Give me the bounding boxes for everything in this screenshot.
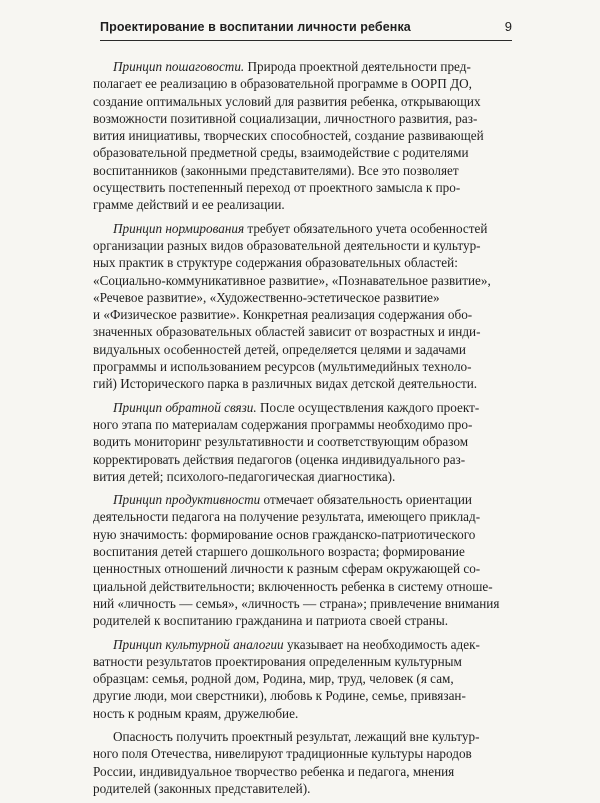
text-line: [93, 358, 515, 375]
line-text: образовательной предметной среды, взаимодействие с родителями: [93, 145, 469, 161]
text-line: [93, 451, 515, 468]
line-text: России, индивидуальное творчество ребенка и педагога, мнения: [93, 763, 455, 779]
text-line: [93, 399, 515, 416]
text-line: [93, 110, 515, 127]
line-text: организации разных видов образовательной деятельности и культур-: [93, 237, 481, 253]
text-line: [93, 416, 515, 433]
line-text: ного поля Отечества, нивелируют традиционные культуры народов: [93, 746, 472, 762]
line-text: программы и использованием ресурсов (мультимедийных техноло-: [93, 359, 472, 375]
line-text: циальной действительности; включенность ребенка в систему отноше-: [93, 578, 493, 594]
text-line: [93, 578, 515, 595]
text-line: [93, 433, 515, 450]
line-text: значенных образовательных областей зависит от возрастных и инди-: [93, 324, 481, 340]
text-line: [93, 612, 515, 629]
line-text: родителей (законных представителей).: [93, 780, 311, 796]
line-text: грамме действий и ее реализации.: [93, 197, 285, 213]
paragraph: [93, 399, 515, 485]
line-text: После осуществления каждого проект-: [256, 399, 480, 415]
line-text: и «Физическое развитие». Конкретная реализация содержания обо-: [93, 307, 473, 323]
principle-lead: Принцип продуктивности: [113, 492, 261, 508]
text-line: [93, 306, 515, 323]
running-header: [100, 20, 512, 41]
paragraph: [93, 491, 515, 629]
line-text: Опасность получить проектный результат, лежащий вне культур-: [113, 728, 480, 744]
principle-lead: Принцип пошаговости.: [113, 59, 245, 74]
paragraph: [93, 728, 515, 797]
text-line: [93, 179, 515, 196]
line-text: «Социально-коммуникативное развитие», «Познавательное развитие»,: [93, 272, 491, 288]
text-line: [93, 272, 515, 289]
paragraph: [93, 58, 515, 214]
line-text: вития детей; психолого-педагогическая диагностика).: [93, 468, 396, 484]
line-text: вития инициативы, творческих способностей, создание развивающей: [93, 128, 484, 144]
text-line: [93, 162, 515, 179]
text-line: [93, 375, 515, 392]
line-text: ную значимость: формирование основ гражданско-патриотического: [93, 526, 476, 542]
paragraph: [93, 220, 515, 393]
body-text: [93, 58, 515, 803]
line-text: ватности результатов проектирования определенным культурным: [93, 653, 462, 669]
text-line: [93, 670, 515, 687]
line-text: «Речевое развитие», «Художественно-эстетическое развитие»: [93, 289, 440, 305]
text-line: [93, 491, 515, 508]
principle-lead: Принцип нормирования: [113, 220, 245, 236]
text-line: [93, 595, 515, 612]
text-line: [93, 508, 515, 525]
line-text: создание оптимальных условий для развития ребенка, открывающих: [93, 93, 481, 109]
text-line: [93, 728, 515, 745]
line-text: ных практик в структуре содержания образовательных областей:: [93, 255, 458, 271]
line-text: видуальных особенностей детей, определяется целями и задачами: [93, 341, 466, 357]
line-text: ность к родным краям, дружелюбие.: [93, 705, 299, 721]
text-line: [93, 705, 515, 722]
line-text: полагает ее реализацию в образовательной программе в ООРП ДО,: [93, 76, 472, 92]
text-line: [93, 745, 515, 762]
text-line: [93, 636, 515, 653]
text-line: [93, 254, 515, 271]
line-text: водить мониторинг результативности и соответствующим образом: [93, 434, 469, 450]
text-line: [93, 560, 515, 577]
line-text: возможности позитивной социализации, личностного развития, раз-: [93, 110, 478, 126]
principle-lead: Принцип культурной аналогии: [113, 636, 284, 652]
line-text: гий) Исторического парка в различных видах детской деятельности.: [93, 376, 478, 392]
header-title: Проектирование в воспитании личности ребенка: [100, 20, 411, 34]
text-line: [93, 526, 515, 543]
line-text: образцам: семья, родной дом, Родина, мир, труд, человек (я сам,: [93, 671, 454, 687]
line-text: корректировать действия педагогов (оценка индивидуального раз-: [93, 451, 466, 467]
line-text: ного этапа по материалам содержания программы необходимо про-: [93, 416, 473, 432]
text-line: [93, 780, 515, 797]
text-line: [93, 237, 515, 254]
line-text: другие люди, мои сверстники), любовь к Родине, семье, привязан-: [93, 688, 466, 704]
text-line: [93, 543, 515, 560]
line-text: воспитанников (законными представителями). Все это позволяет: [93, 162, 459, 178]
text-line: [93, 127, 515, 144]
line-text: указывает на необходимость адек-: [283, 636, 480, 652]
text-line: [93, 687, 515, 704]
text-line: [93, 58, 515, 75]
line-text: Природа проектной деятельности пред-: [244, 59, 471, 74]
text-line: [93, 341, 515, 358]
text-line: [93, 144, 515, 161]
text-line: [93, 763, 515, 780]
text-line: [93, 653, 515, 670]
line-text: воспитания детей старшего дошкольного возраста; формирование: [93, 544, 465, 560]
text-line: [93, 323, 515, 340]
line-text: ценностных отношений личности к разным сферам окружающей со-: [93, 561, 481, 577]
text-line: [93, 220, 515, 237]
principle-lead: Принцип обратной связи.: [113, 399, 257, 415]
line-text: осуществить постепенный переход от проектного замысла к про-: [93, 180, 461, 196]
text-line: [93, 468, 515, 485]
line-text: отмечает обязательность ориентации: [260, 492, 472, 508]
line-text: родителей к воспитанию гражданина и патриота своей страны.: [93, 613, 448, 629]
paragraph: [93, 636, 515, 722]
line-text: деятельности педагога на получение результата, имеющего приклад-: [93, 509, 481, 525]
page-number: 9: [504, 19, 512, 34]
text-line: [93, 289, 515, 306]
text-line: [93, 75, 515, 92]
line-text: требует обязательного учета особенностей: [244, 220, 488, 236]
line-text: ний «личность — семья», «личность — страна»; привлечение внимания: [93, 595, 500, 611]
text-line: [93, 196, 515, 213]
text-line: [93, 93, 515, 110]
